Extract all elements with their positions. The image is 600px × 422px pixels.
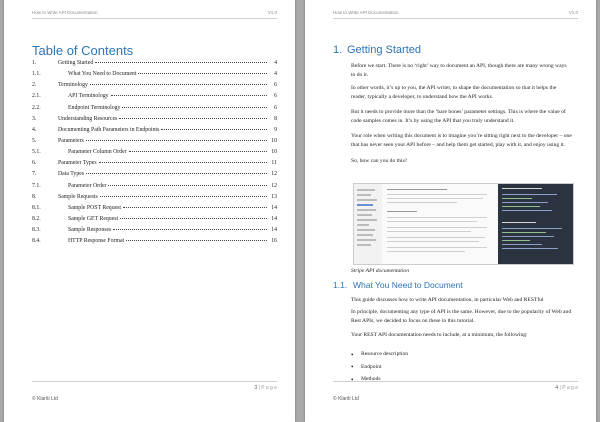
toc-page: 6 (274, 93, 277, 100)
header-divider (32, 18, 277, 19)
toc-page: 12 (271, 182, 277, 189)
toc-text: Understanding Resources (58, 115, 118, 122)
paragraph: Before we start. There is no ‘right’ way to document an API, though there are many wrong ways to do it. (351, 63, 567, 78)
toc-page: 13 (271, 193, 277, 200)
paragraph: In principle, documenting any type of API is the same. However, due to the popularity of Web and Rest APIs, we decided to focus on these in this tutorial. (351, 309, 572, 324)
toc-entry[interactable] (32, 93, 277, 104)
api-docs-screenshot (353, 183, 574, 265)
toc-text: Terminology (58, 82, 88, 89)
toc-entry[interactable] (32, 171, 277, 182)
toc-text: Parameters (58, 137, 84, 144)
toc-text: Sample POST Request (68, 204, 122, 211)
toc-number: 8.1. (32, 204, 41, 211)
toc-leader (122, 107, 267, 108)
toc-list (32, 60, 277, 249)
toc-leader (95, 62, 267, 63)
toc-leader (119, 118, 267, 119)
toc-entry[interactable] (32, 116, 277, 127)
footer-copyright: © Klariti Ltd (32, 396, 58, 402)
paragraph: This guide discusses how to write API documentation, in particular Web and RESTful (351, 297, 544, 303)
paragraph: Your role when writing this document is to imagine you’re sitting right next to the developer – one that has never seen your API before – and help them get started, play with it, and enjoy using it. (351, 133, 572, 148)
bullet-item: • Endpoint (351, 364, 408, 377)
toc-page: 9 (274, 126, 277, 133)
toc-text: Parameter Column Order (68, 149, 127, 156)
toc-leader (100, 196, 267, 197)
toc-page: 14 (271, 215, 277, 222)
header-version: V1.0 (568, 10, 578, 15)
section-heading: 1. Getting Started (333, 44, 421, 56)
toc-page (4, 0, 295, 422)
footer-divider (333, 381, 578, 382)
toc-number: 8.2. (32, 215, 41, 222)
toc-entry[interactable] (32, 149, 277, 160)
page-number: 3 | P a g e (254, 385, 277, 391)
toc-text: Data Types (58, 171, 85, 178)
toc-number: 8.4. (32, 238, 41, 245)
toc-text: Sample GET Request (68, 215, 119, 222)
toc-text: Parameter Order (68, 182, 107, 189)
toc-number: 6. (32, 160, 37, 167)
bullet-item: • Methods (351, 376, 408, 389)
toc-page: 4 (274, 71, 277, 78)
toc-leader (161, 129, 267, 130)
toc-number: 4. (32, 126, 37, 133)
toc-page: 6 (274, 104, 277, 111)
toc-leader (111, 95, 267, 96)
toc-text: Sample Requests (58, 193, 98, 200)
toc-entry[interactable] (32, 138, 277, 149)
paragraph: So, how can you do this? (351, 158, 408, 164)
toc-leader (123, 207, 267, 208)
toc-page: 14 (271, 204, 277, 211)
toc-page: 6 (274, 82, 277, 89)
paragraph: Your REST API documentation needs to include, at a minimum, the following: (351, 332, 528, 338)
toc-leader (113, 229, 267, 230)
header-title: How to Write API Documentation (333, 10, 399, 15)
toc-page: 8 (274, 115, 277, 122)
toc-leader (126, 240, 267, 241)
toc-number: 2. (32, 82, 37, 89)
toc-number: 7. (32, 171, 37, 178)
toc-number: 1.1. (32, 71, 41, 78)
toc-leader (129, 151, 267, 152)
toc-entry[interactable] (32, 127, 277, 138)
toc-text: Parameter Types (58, 160, 97, 167)
toc-entry[interactable] (32, 216, 277, 227)
toc-page: 12 (271, 171, 277, 178)
toc-page: 4 (274, 60, 277, 66)
toc-leader (120, 218, 267, 219)
page-number: 4 | P a g e (555, 385, 578, 391)
toc-entry[interactable] (32, 105, 277, 116)
header-version: V1.0 (267, 10, 277, 15)
toc-text: Endpoint Terminology (68, 104, 121, 111)
toc-page: 10 (271, 149, 277, 156)
toc-page: 10 (271, 137, 277, 144)
toc-leader (99, 162, 267, 163)
toc-number: 3. (32, 115, 37, 122)
toc-entry[interactable] (32, 205, 277, 216)
toc-number: 2.1. (32, 93, 41, 100)
footer-divider (32, 381, 277, 382)
toc-entry[interactable] (32, 183, 277, 194)
toc-text: API Terminology (68, 93, 109, 100)
toc-leader (108, 185, 267, 186)
toc-title: Table of Contents (32, 43, 134, 58)
toc-text: Documenting Path Parameters in Endpoints (58, 126, 160, 133)
toc-entry[interactable] (32, 82, 277, 93)
paragraph: But it needs to provide more than the ‘bare bones’ parameter settings. This is where the value of code samples comes in. It’s by using the API that you truly understand it. (351, 109, 566, 124)
toc-text: Sample Responses (68, 227, 112, 234)
toc-leader (86, 140, 267, 141)
toc-entry[interactable] (32, 194, 277, 205)
toc-entry[interactable] (32, 227, 277, 238)
toc-text: HTTP Response Format (68, 238, 125, 245)
toc-page: 16 (271, 238, 277, 245)
footer-copyright: © Klariti Ltd (333, 396, 359, 402)
toc-text: Getting Started (58, 60, 94, 66)
toc-page: 14 (271, 227, 277, 234)
toc-leader (86, 173, 267, 174)
toc-page: 11 (271, 160, 277, 167)
toc-number: 2.2. (32, 104, 41, 111)
header-divider (333, 18, 578, 19)
paragraph: In other words, it’s up to you, the API writer, to shape the documentation so that it helps the reader, typically a developer, to understand how the API works. (351, 85, 557, 100)
toc-number: 5.1. (32, 149, 41, 156)
toc-entry[interactable] (32, 238, 277, 249)
subsection-heading: 1.1. What You Need to Document (333, 280, 463, 290)
toc-leader (138, 73, 267, 74)
figure-caption: Stripe API documentation (351, 268, 409, 274)
bullet-list (351, 351, 408, 389)
toc-number: 1. (32, 60, 37, 66)
header-title: How to Write API Documentation (32, 10, 98, 15)
toc-number: 8. (32, 193, 37, 200)
toc-number: 7.1. (32, 182, 41, 189)
toc-entry[interactable] (32, 160, 277, 171)
toc-entry[interactable] (32, 60, 277, 71)
toc-text: What You Need to Document (68, 71, 137, 78)
toc-number: 5. (32, 137, 37, 144)
toc-entry[interactable] (32, 71, 277, 82)
toc-leader (90, 84, 267, 85)
toc-number: 8.3. (32, 227, 41, 234)
bullet-item: • Resource description (351, 351, 408, 364)
content-page (305, 0, 596, 422)
